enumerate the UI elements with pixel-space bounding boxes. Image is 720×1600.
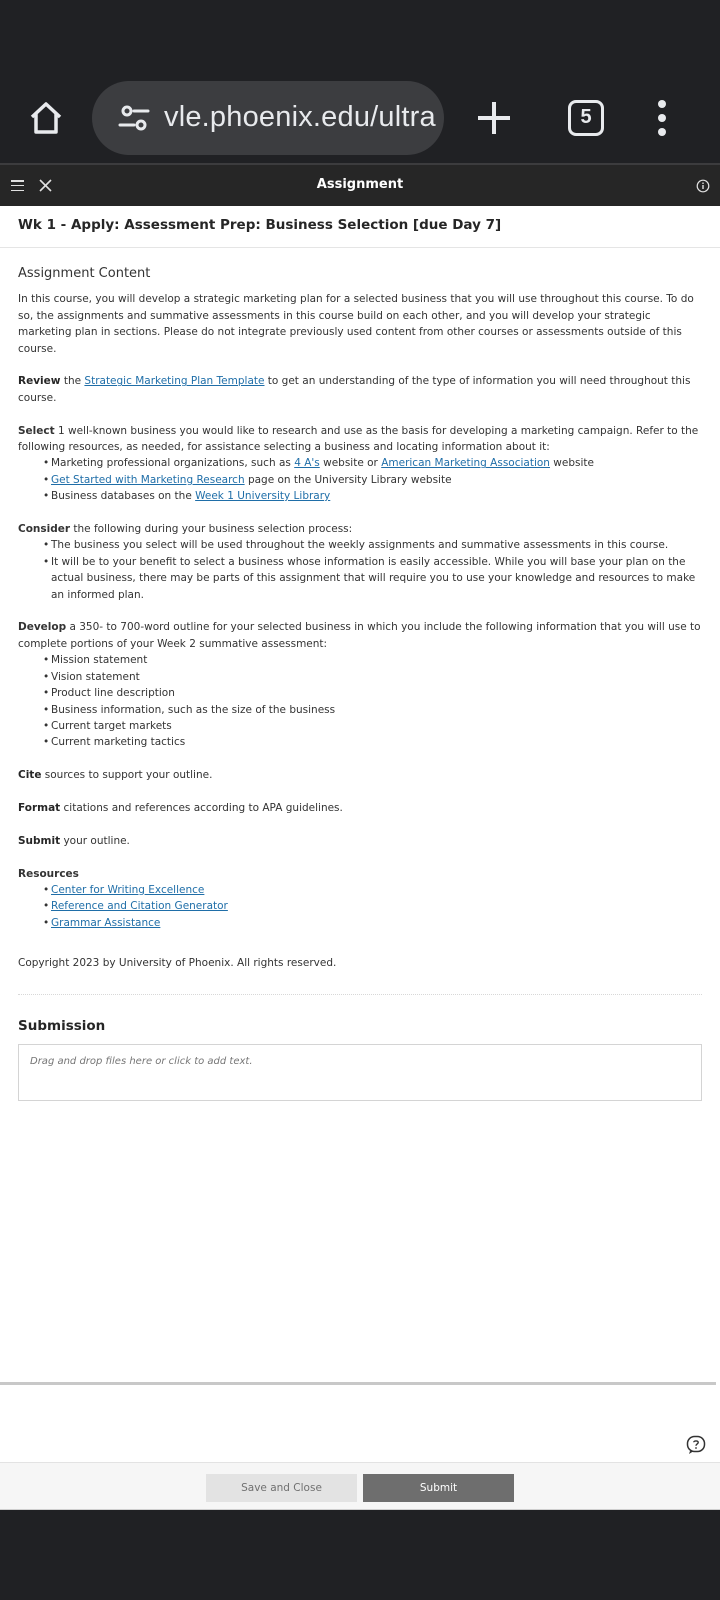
list-item: • It will be to your benefit to select a business whose information is easily accessible. While you will base your plan on the actual business, there may be parts of this assignment that will require you to use your knowledge and resources to make an informed plan.	[43, 554, 702, 603]
status-bar	[0, 0, 720, 72]
4as-link[interactable]: 4 A's	[294, 457, 320, 470]
list-item: • Get Started with Marketing Research page on the University Library website	[43, 472, 702, 488]
ama-link[interactable]: American Marketing Association	[381, 457, 550, 470]
cite-paragraph: Cite sources to support your outline.	[18, 769, 213, 782]
new-tab-icon[interactable]	[474, 98, 514, 138]
url-text[interactable]: vle.phoenix.edu/ultra	[164, 101, 436, 133]
resources-list	[43, 882, 702, 931]
help-icon[interactable]	[686, 1435, 706, 1455]
copyright: Copyright 2023 by University of Phoenix. All rights reserved.	[18, 955, 702, 994]
submit-button[interactable]: Submit	[363, 1474, 514, 1502]
writing-excellence-link[interactable]: Center for Writing Excellence	[51, 883, 205, 896]
list-item: • Mission statement	[43, 652, 702, 668]
consider-section: Consider the following during your business selection process: • The business you select will be used throughout the weekly assignments and summative assessments in this course. • It will be to your benefit to select a business whose information is easily accessible. While you will base your plan on the actual business, there may be parts of this assignment that will require you to use your knowledge and resources to make an informed plan.	[18, 521, 702, 603]
citation-generator-link[interactable]: Reference and Citation Generator	[51, 900, 228, 913]
home-button[interactable]	[24, 96, 68, 140]
more-options-icon[interactable]	[656, 100, 668, 136]
footer-action-bar	[0, 1462, 720, 1510]
develop-list	[43, 652, 702, 750]
list-item: • Current target markets	[43, 718, 702, 734]
intro-paragraph: In this course, you will develop a strategic marketing plan for a selected business that you will use throughout this course. To do so, the assignments and summative assessments in this course build on each other, and you will develop your strategic marketing plan in sections. Please do not integrate previously used content from other courses or assessments outside of this course.	[18, 293, 694, 355]
list-item: • Marketing professional organizations, such as 4 A's website or American Marketing Association website	[43, 455, 702, 471]
select-section	[18, 423, 702, 505]
grammar-assistance-link[interactable]: Grammar Assistance	[51, 916, 161, 929]
develop-section: Develop a 350- to 700-word outline for your selected business in which you include the following information that you will use to complete portions of your Week 2 summative assessment: • Mission statement • Vision statement • Product line description • Business information, such as the size of the business • Current target markets • Current marketing tactics	[18, 619, 702, 750]
list-item	[43, 882, 702, 898]
page-title-bar	[0, 206, 720, 248]
format-paragraph: Format citations and references according to APA guidelines.	[18, 801, 343, 814]
resources-section: Resources • Center for Writing Excellence • Reference and Citation Generator • Grammar Assistance	[18, 866, 702, 932]
assignment-header	[0, 165, 720, 206]
assignment-content	[0, 248, 720, 1101]
browser-toolbar	[0, 72, 720, 165]
page-title: Wk 1 - Apply: Assessment Prep: Business Selection [due Day 7]	[18, 217, 502, 233]
submission-dropzone[interactable]: Drag and drop files here or click to add text.	[18, 1044, 702, 1101]
list-item: • Business information, such as the size of the business	[43, 702, 702, 718]
system-navigation-bar	[0, 1510, 720, 1600]
list-item: • The business you select will be used throughout the weekly assignments and summative assessments in this course.	[43, 537, 702, 553]
list-item	[43, 898, 702, 914]
info-icon[interactable]	[696, 179, 710, 193]
submit-paragraph: Submit your outline.	[18, 834, 130, 847]
submission-heading: Submission	[18, 1017, 106, 1034]
list-item	[43, 915, 702, 931]
content-heading: Assignment Content	[18, 266, 151, 281]
list-item: • Vision statement	[43, 669, 702, 685]
consider-list	[43, 537, 702, 603]
tab-switcher-button[interactable]: 5	[568, 100, 604, 136]
list-item: • Product line description	[43, 685, 702, 701]
site-settings-icon[interactable]	[118, 102, 150, 134]
header-title: Assignment	[316, 177, 404, 192]
address-bar[interactable]	[92, 81, 444, 155]
week1-library-link[interactable]: Week 1 University Library	[195, 490, 331, 503]
strategic-plan-template-link[interactable]: Strategic Marketing Plan Template	[84, 375, 265, 388]
select-paragraph: Select 1 well-known business you would like to research and use as the basis for developing a marketing campaign. Refer to the following resources, as needed, for assistance selecting a business and locating information about it:	[18, 424, 699, 454]
list-item: • Current marketing tactics	[43, 734, 702, 750]
list-item: • Business databases on the Week 1 University Library	[43, 488, 702, 504]
home-icon	[26, 98, 66, 138]
save-and-close-button[interactable]: Save and Close	[206, 1474, 357, 1502]
review-paragraph: Review the Strategic Marketing Plan Template to get an understanding of the type of information you will need throughout this course.	[18, 375, 691, 404]
select-list	[43, 455, 702, 504]
divider	[0, 1382, 716, 1385]
marketing-research-link[interactable]: Get Started with Marketing Research	[51, 473, 245, 486]
